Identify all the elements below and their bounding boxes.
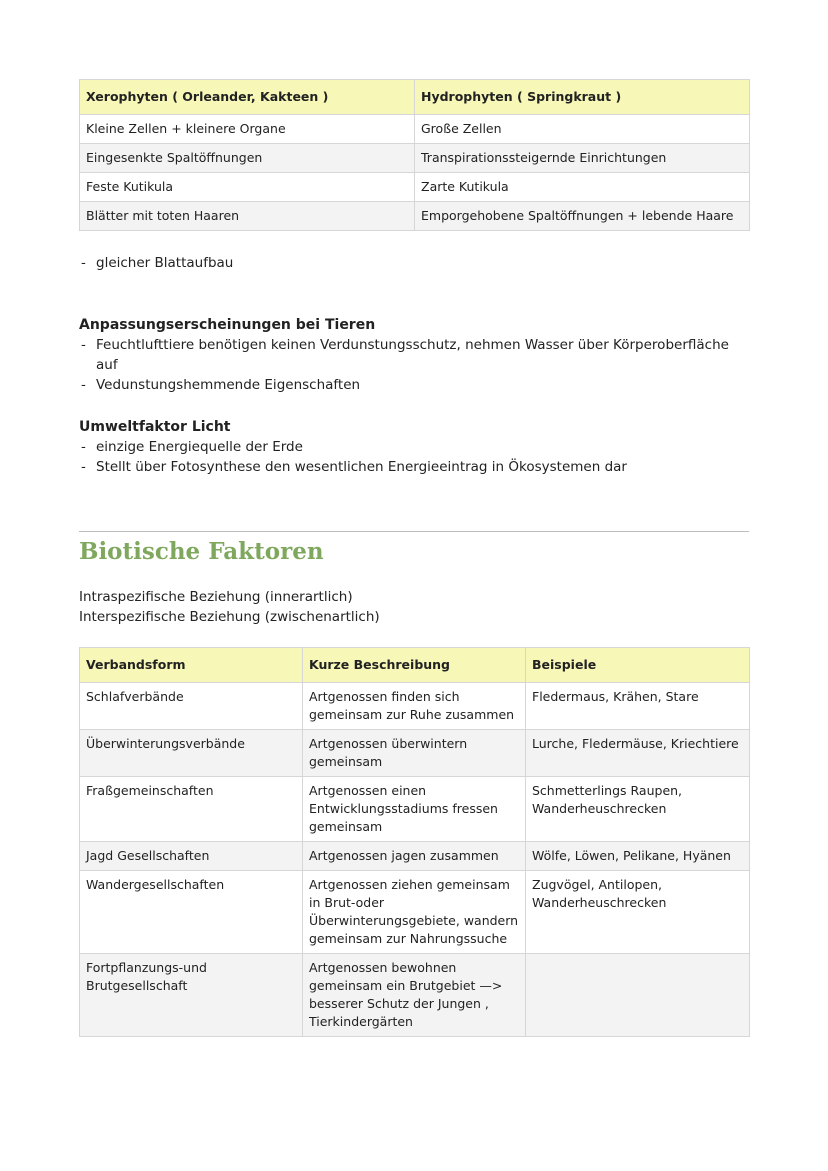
table-cell: Artgenossen einen Entwicklungsstadiums fressen gemeinsam <box>303 777 526 842</box>
table-cell: Jagd Gesellschaften <box>80 842 303 871</box>
table-cell: Fledermaus, Krähen, Stare <box>526 683 750 730</box>
table-row <box>80 115 750 144</box>
table-row <box>80 173 750 202</box>
table-cell: Artgenossen ziehen gemeinsam in Brut-oder Überwinterungsgebiete, wandern gemeinsam zur Nahrungssuche <box>303 871 526 954</box>
table-cell: Eingesenkte Spaltöffnungen <box>80 144 415 173</box>
association-table <box>79 647 750 1037</box>
section-heading-tiere: Anpassungserscheinungen bei Tieren <box>79 317 376 333</box>
plant-comparison-table <box>79 79 750 231</box>
table-cell: Lurche, Fledermäuse, Kriechtiere <box>526 730 750 777</box>
table-cell: Zugvögel, Antilopen, Wanderheuschrecken <box>526 871 750 954</box>
interspecific-line: Interspezifische Beziehung (zwischenartlich) <box>79 609 380 625</box>
intraspecific-line: Intraspezifische Beziehung (innerartlich) <box>79 589 353 605</box>
table-row <box>80 730 750 777</box>
table-header-row <box>80 648 750 683</box>
note-list <box>79 253 749 273</box>
table-row <box>80 842 750 871</box>
table-cell: Überwinterungsverbände <box>80 730 303 777</box>
header-xerophyten: Xerophyten ( Orleander, Kakteen ) <box>80 80 415 115</box>
list-item: - Stellt über Fotosynthese den wesentlichen Energieeintrag in Ökosystemen dar <box>79 457 749 477</box>
table-cell: Emporgehobene Spaltöffnungen + lebende Haare <box>415 202 750 231</box>
table-cell: Wölfe, Löwen, Pelikane, Hyänen <box>526 842 750 871</box>
table-cell: Artgenossen überwintern gemeinsam <box>303 730 526 777</box>
table-cell: Transpirationssteigernde Einrichtungen <box>415 144 750 173</box>
list-item: - Vedunstungshemmende Eigenschaften <box>79 375 749 395</box>
header-hydrophyten: Hydrophyten ( Springkraut ) <box>415 80 750 115</box>
table-row <box>80 683 750 730</box>
list-item: - Feuchtlufttiere benötigen keinen Verdunstungsschutz, nehmen Wasser über Körperoberfläche auf <box>79 335 749 375</box>
header-beispiele: Beispiele <box>526 648 750 683</box>
table-cell: Große Zellen <box>415 115 750 144</box>
table-cell: Feste Kutikula <box>80 173 415 202</box>
table-cell: Artgenossen finden sich gemeinsam zur Ruhe zusammen <box>303 683 526 730</box>
table-cell: Fortpflanzungs-und Brutgesellschaft <box>80 954 303 1037</box>
document-page <box>79 79 749 1037</box>
table-cell: Schmetterlings Raupen, Wanderheuschrecken <box>526 777 750 842</box>
tiere-list <box>79 335 749 395</box>
header-beschreibung: Kurze Beschreibung <box>303 648 526 683</box>
table-header-row <box>80 80 750 115</box>
section-heading-licht: Umweltfaktor Licht <box>79 419 231 435</box>
table-cell: Artgenossen jagen zusammen <box>303 842 526 871</box>
table-row <box>80 144 750 173</box>
table-cell: Wandergesellschaften <box>80 871 303 954</box>
table-cell: Schlafverbände <box>80 683 303 730</box>
list-item: - gleicher Blattaufbau <box>79 253 749 273</box>
table-row <box>80 202 750 231</box>
licht-list <box>79 437 749 477</box>
table-row <box>80 777 750 842</box>
table-row <box>80 954 750 1037</box>
section-title: Biotische Faktoren <box>79 538 324 565</box>
table-cell: Kleine Zellen + kleinere Organe <box>80 115 415 144</box>
table-cell <box>526 954 750 1037</box>
list-item: - einzige Energiequelle der Erde <box>79 437 749 457</box>
table-cell: Fraßgemeinschaften <box>80 777 303 842</box>
table-row <box>80 871 750 954</box>
header-verbandsform: Verbandsform <box>80 648 303 683</box>
table-cell: Zarte Kutikula <box>415 173 750 202</box>
table-cell: Artgenossen bewohnen gemeinsam ein Brutgebiet —> besserer Schutz der Jungen , Tierkindergärten <box>303 954 526 1037</box>
section-divider <box>79 531 749 532</box>
table-cell: Blätter mit toten Haaren <box>80 202 415 231</box>
